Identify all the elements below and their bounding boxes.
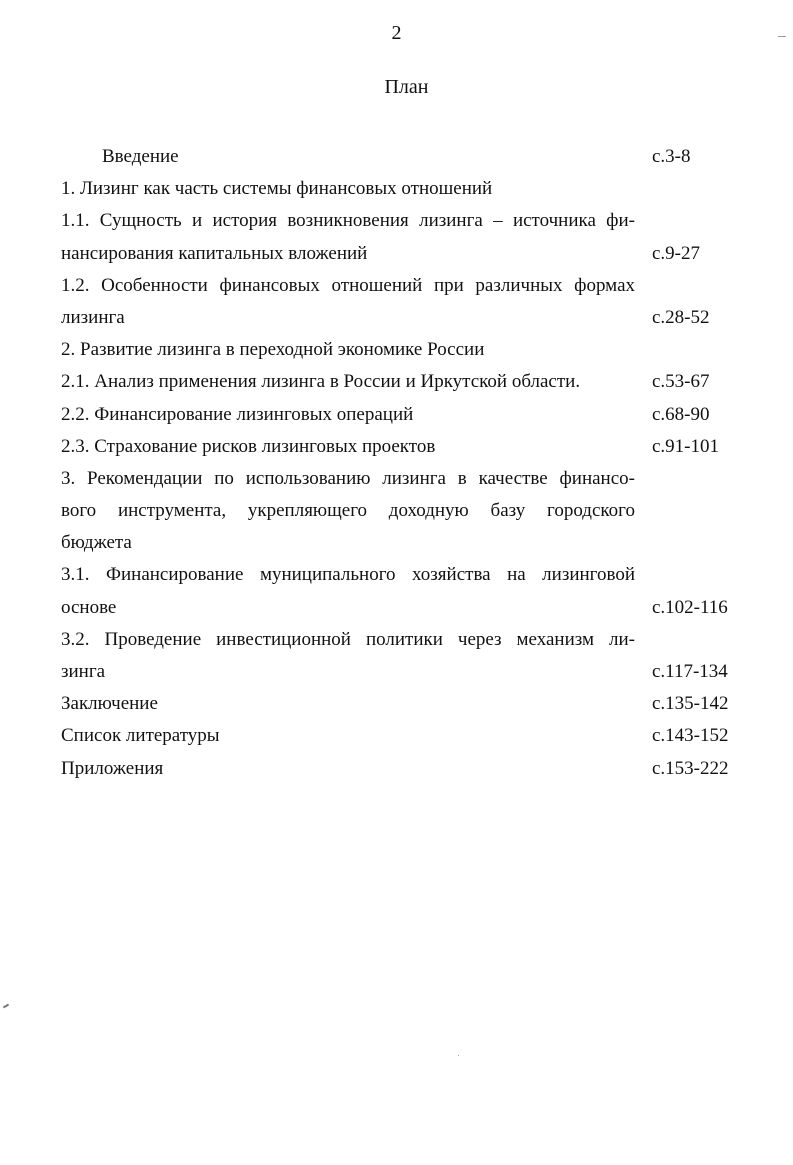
toc-entry <box>0 592 793 624</box>
toc-entry-page: с.102-116 <box>652 596 728 618</box>
toc-entry-page: с.3-8 <box>652 146 691 167</box>
toc-entry-text: 2.2. Финансирование лизинговых операций <box>61 403 414 425</box>
toc-entry <box>0 656 793 688</box>
toc-entry-text: Приложения <box>61 757 164 779</box>
toc-entry-text: 1.1. Сущность и история возникновения лизинга – источника фи- <box>61 210 635 232</box>
toc-entry-text: 3. Рекомендации по использованию лизинга в качестве финансо- <box>61 467 635 489</box>
toc-entry-page: с.91-101 <box>652 435 720 457</box>
toc-entry <box>0 366 793 398</box>
toc-entry-text: бюджета <box>61 532 132 554</box>
toc-entry-text: 2.3. Страхование рисков лизинговых проектов <box>61 435 436 457</box>
toc-entry-text: лизинга <box>61 306 125 328</box>
page-title: План <box>384 76 429 98</box>
toc-entry-text: Введение <box>102 146 179 167</box>
toc-entry <box>0 753 793 785</box>
toc-entry-text: 2.1. Анализ применения лизинга в России и Иркутской области. <box>61 371 581 393</box>
toc-entry <box>0 431 793 463</box>
page-number: 2 <box>391 22 402 44</box>
toc-entry <box>0 238 793 270</box>
scan-artifact <box>778 36 786 37</box>
toc-entry-page: с.117-134 <box>652 661 728 682</box>
toc-entry-page: с.28-52 <box>652 306 710 328</box>
scan-artifact <box>458 1055 459 1056</box>
toc-entry-text: Список литературы <box>61 725 220 747</box>
toc-entry-text: 1. Лизинг как часть системы финансовых отношений <box>61 178 493 200</box>
toc-entry-page: с.9-27 <box>652 242 701 264</box>
toc-entry-page: с.135-142 <box>652 693 729 715</box>
toc-entry-text: 1.2. Особенности финансовых отношений при различных формах <box>61 274 635 296</box>
toc-entry-text: 2. Развитие лизинга в переходной экономике России <box>61 339 485 361</box>
toc-entry <box>0 173 793 205</box>
toc-entry-text: 3.1. Финансирование муниципального хозяйства на лизинговой <box>61 564 635 586</box>
toc-entry-page: с.53-67 <box>652 371 710 393</box>
toc-entry-page: с.68-90 <box>652 403 710 425</box>
toc-entry <box>0 527 793 559</box>
toc-entry <box>0 205 793 237</box>
toc-entry <box>0 559 793 591</box>
toc-entry <box>0 720 793 752</box>
toc-entry <box>0 141 793 173</box>
toc-entry <box>0 495 793 527</box>
toc-entry-text: вого инструмента, укрепляющего доходную базу городского <box>61 500 635 522</box>
scan-artifact <box>3 1004 9 1009</box>
toc-entry <box>0 463 793 495</box>
toc-entry <box>0 334 793 366</box>
toc-entry <box>0 624 793 656</box>
toc-entry-text: зинга <box>61 661 106 682</box>
toc-entry <box>0 399 793 431</box>
toc-entry-text: нансирования капитальных вложений <box>61 242 368 264</box>
toc-entry-page: с.153-222 <box>652 757 729 779</box>
toc-entry-page: с.143-152 <box>652 725 729 747</box>
table-of-contents <box>0 141 793 785</box>
toc-entry <box>0 270 793 302</box>
toc-entry <box>0 688 793 720</box>
toc-entry-text: основе <box>61 596 117 618</box>
toc-entry-text: 3.2. Проведение инвестиционной политики через механизм ли- <box>61 628 635 650</box>
toc-entry-text: Заключение <box>61 693 158 715</box>
toc-entry <box>0 302 793 334</box>
